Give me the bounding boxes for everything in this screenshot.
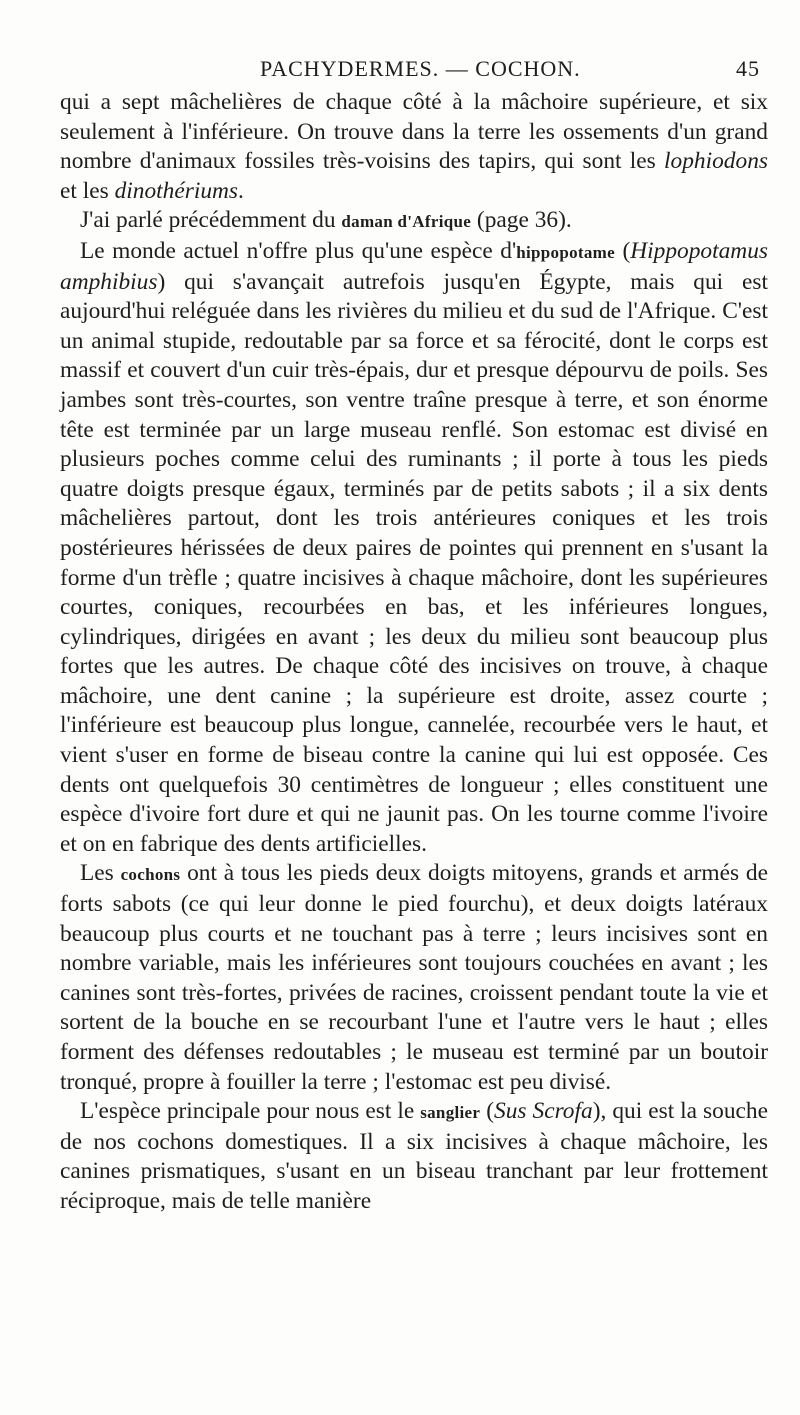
paragraph-text: ) qui s'avançait autrefois jusqu'en Égypte, mais qui est aujourd'hui reléguée dans les rivières du milieu et du sud de l'Afrique. C'est un animal stupide, redoutable par sa force et sa férocité, dont le corps est massif et couvert d'un cuir très-épais, dur et presque dépourvu de poils. Ses jambes sont très-courtes, son ventre traîne presque à terre, et son énorme tête est terminée par un large museau renflé. Son estomac est divisé en plusieurs poches comme celui des ruminants ; il porte à tous les pieds quatre doigts presque égaux, terminés par de petits sabots ; il a six dents mâchelières partout, dont les trois antérieures coniques et les trois postérieures hérissées de deux paires de pointes qui prennent en s'usant la forme d'un trèfle ; quatre incisives à chaque mâchoire, dont les supérieures courtes, coniques, recourbées en bas, et les inférieures longues, cylindriques, dirigées en avant ; les deux du milieu sont beaucoup plus fortes que les autres. De chaque côté des incisives on trouve, à chaque mâchoire, une dent canine ; la supérieure est droite, assez courte ; l'inférieure est beaucoup plus longue, cannelée, recourbée vers le haut, et vient s'user en forme de biseau contre la canine qui lui est opposée. Ces dents ont quelquefois 30 centimètres de longueur ; elles constituent une espèce d'ivoire fort dure et qui ne jaunit pas. On les tourne comme l'ivoire et on en fabrique des dents artificielles. bbox=[60, 268, 768, 857]
term-sus-scrofa: Sus Scrofa bbox=[494, 1098, 593, 1125]
paragraph-text: qui a sept mâchelières de chaque côté à la mâchoire supérieure, et six seulement à l'inférieure. On trouve dans la terre les ossements d'un grand nombre d'animaux fossiles très-voisins des tapirs, qui sont les bbox=[60, 89, 768, 175]
term-cochons: cochons bbox=[120, 865, 181, 885]
paragraph-text: ont à tous les pieds deux doigts mitoyens, grands et armés de forts sabots (ce qui leur donne le pied fourchu), et deux doigts latéraux beaucoup plus courts et ne touchant pas à terre ; leurs incisives sont en nombre variable, mais les inférieures sont toujours couchées en avant ; les canines sont très-fortes, privées de racines, croissent pendant toute la vie et sortent de la bouche en se recourbant l'une et l'autre vers le haut ; elles forment des défenses redoutables ; le museau est terminé par un boutoir tronqué, propre à fouiller la terre ; l'estomac est peu divisé. bbox=[60, 860, 768, 1095]
paragraph-tapirs bbox=[60, 88, 768, 206]
term-sanglier: sanglier bbox=[420, 1103, 481, 1123]
paragraph-text: J'ai parlé précédemment du bbox=[80, 207, 342, 234]
page-header bbox=[60, 56, 760, 86]
body-text bbox=[60, 88, 768, 1217]
paragraph-cochons bbox=[60, 859, 768, 1097]
term-lophiodons: lophiodons bbox=[664, 148, 768, 175]
term-hippopotamus-amphibius: Hippopotamus amphibius bbox=[60, 237, 769, 295]
page-number: 45 bbox=[736, 56, 760, 81]
paragraph-text: L'espèce principale pour nous est le bbox=[80, 1098, 421, 1125]
paragraph-text: ( bbox=[480, 1098, 495, 1125]
paragraph-text: (page 36). bbox=[471, 207, 572, 234]
paragraph-text: Le monde actuel n'offre plus qu'une espèce d' bbox=[80, 237, 517, 264]
paragraph-hippopotame bbox=[60, 237, 768, 859]
paragraph-text: ( bbox=[614, 237, 631, 264]
paragraph-sanglier bbox=[60, 1097, 768, 1216]
paragraph-text: Les bbox=[80, 860, 121, 887]
paragraph-text: ), qui est la souche de nos cochons domestiques. Il a six incisives à chaque mâchoire, les canines prismatiques, s'usant en un biseau tranchant par leur frottement réciproque, mais de telle manière bbox=[60, 1098, 769, 1214]
paragraph-text: . bbox=[238, 177, 244, 204]
term-daman: daman d'Afrique bbox=[341, 212, 472, 232]
paragraph-text: et les bbox=[60, 177, 115, 204]
running-title: PACHYDERMES. — COCHON. bbox=[260, 56, 581, 81]
paragraph-daman bbox=[60, 206, 768, 237]
term-dinotheriums: dinothériums bbox=[114, 177, 239, 204]
term-hippopotame: hippopotame bbox=[516, 242, 615, 262]
